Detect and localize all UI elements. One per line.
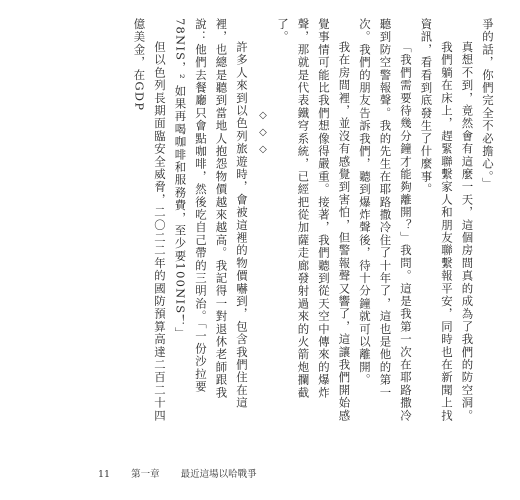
section-divider: ◇◇◇	[257, 110, 269, 161]
vertical-body-text	[28, 18, 498, 422]
paragraph: 我們躺在床上，趕緊聯繫家人和朋友聯繫報平安，同時也在新聞上找資訊，看看到底發生了什麼事。	[419, 18, 454, 422]
paragraph: 許多人來到以色列旅遊時，會被這裡的物價嚇到，包含我們住在這裡，也總是聽到當地人抱怨物價越來越高。我記得一對退休老師跟我說：他們去餐廳只會點咖啡，然後吃自己帶的三明治。「一份沙拉要78NIS，² 如果再喝咖啡和服務費，至少要100NIS！」	[173, 18, 249, 410]
paragraph: 「我們需要待幾分鐘才能夠離開？」我問。這是我第一次在耶路撒冷聽到防空警報聲。我的先生在耶路撒冷住了十年了，這也是他的第一次。我們的朋友告訴我們，聽到爆炸聲後，待十分鐘就可以離開。	[358, 18, 413, 422]
page-footer	[98, 466, 275, 480]
page-number: 11	[98, 469, 111, 480]
paragraph: 我在房間裡，並沒有感覺到害怕，但警報聲又響了，這讓我們開始感覺事情可能比我們想像得嚴重。接著，我們聽到從天空中傳來的爆炸聲，那就是代表鐵穹系統，已經把從加薩走廊發射過來的火箭炮攔截了。	[276, 18, 352, 422]
paragraph: 真想不到，竟然會有這麼一天，這個房間真的成為了我們的防空洞。	[460, 40, 475, 422]
chapter-title: 最近這場以哈戰爭	[180, 469, 257, 480]
paragraph: 爭的話，你們完全不必擔心。」	[481, 18, 495, 191]
paragraph: 但以色列長期面臨安全威脅，二〇二二年的國防預算高達二百二十四億美金，在GDP	[132, 18, 167, 422]
chapter-label: 第一章	[131, 469, 160, 480]
